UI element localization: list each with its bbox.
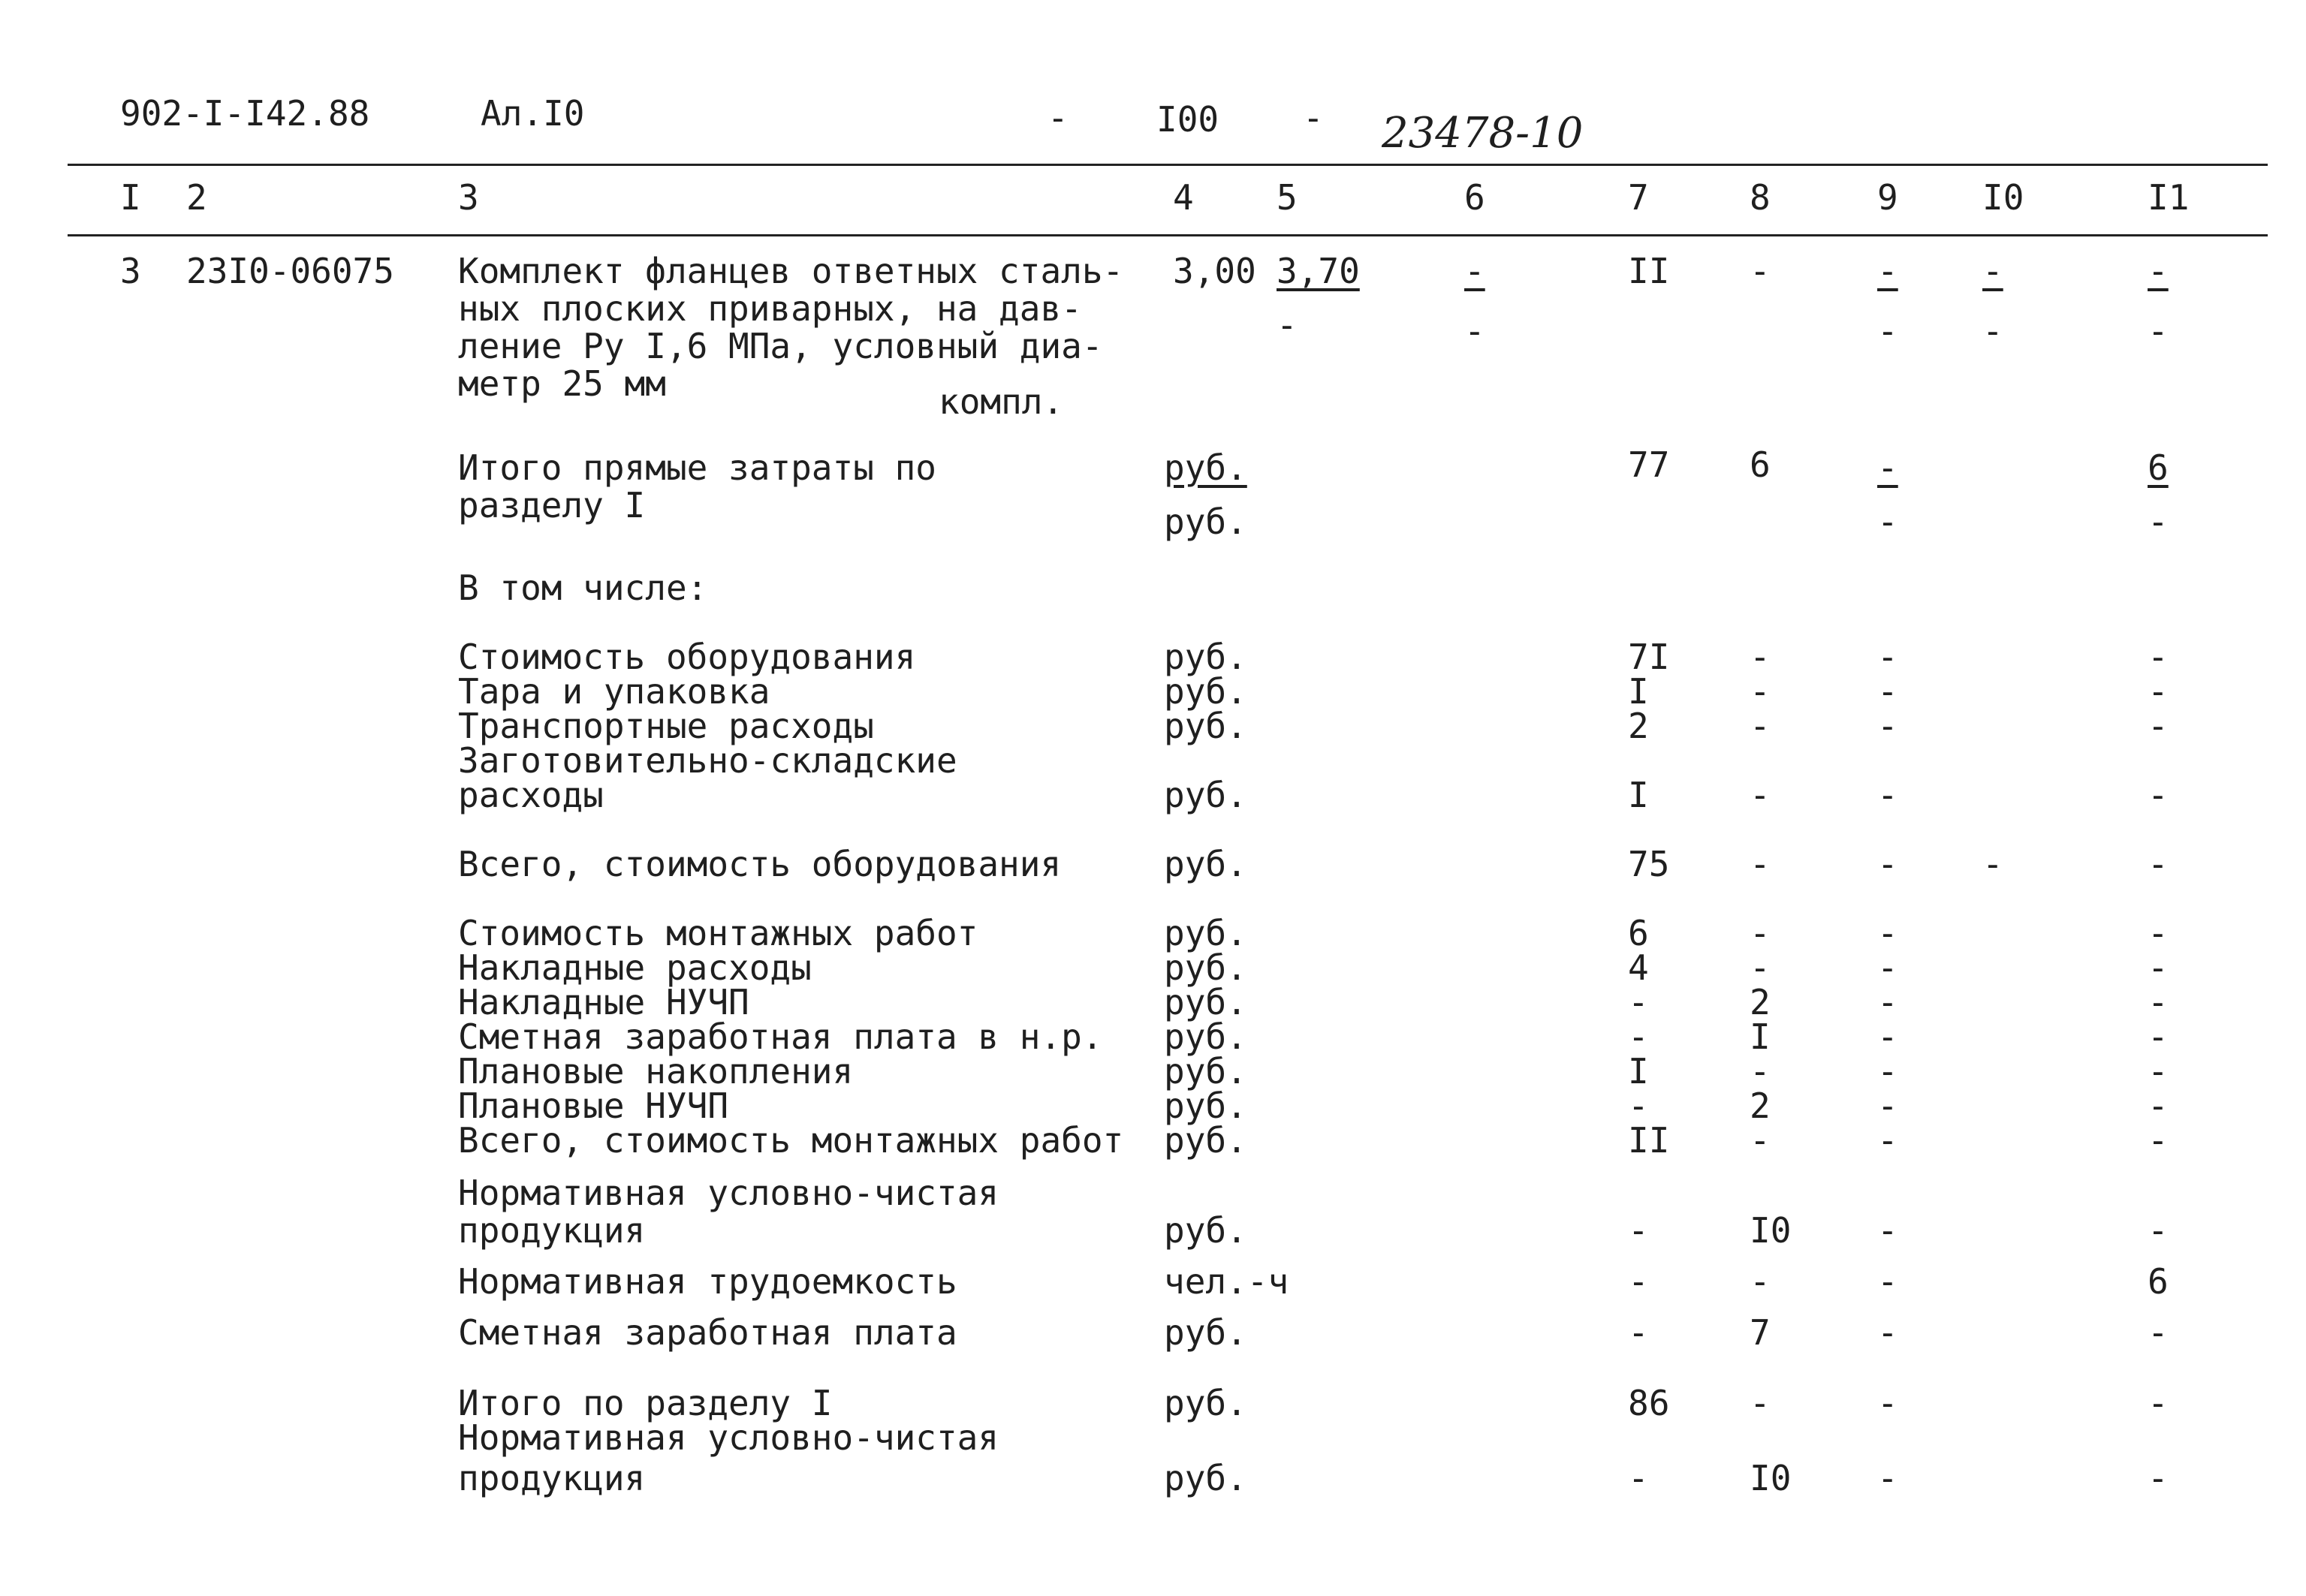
- row-c9: -: [1877, 982, 1898, 1022]
- row-c7: -: [1628, 1312, 1649, 1353]
- row-c8: -: [1750, 844, 1771, 884]
- handwritten-inventory-number: 23478-10: [1382, 109, 1584, 158]
- row-c9: -: [1877, 775, 1898, 815]
- colnum-4: 4: [1173, 177, 1194, 218]
- row-label: расходы: [458, 775, 604, 815]
- row-c8: 7: [1750, 1312, 1771, 1353]
- colnum-11: I1: [2148, 177, 2190, 218]
- direct-costs-col9-bottom: -: [1877, 501, 1898, 542]
- row-c9: -: [1877, 1016, 1898, 1057]
- including-label: В том числе:: [458, 568, 708, 608]
- item-quantity: 3,00: [1173, 251, 1256, 291]
- row-unit: руб.: [1164, 637, 1247, 677]
- colnum-2: 2: [186, 177, 207, 218]
- sheet-label: Ал.I0: [481, 93, 585, 134]
- direct-costs-col9-top: -: [1877, 447, 1898, 488]
- row-c7: 6: [1628, 913, 1649, 953]
- row-c8: -: [1750, 947, 1771, 988]
- item-col11-bottom: -: [2148, 311, 2169, 351]
- row-c8: -: [1750, 637, 1771, 677]
- direct-costs-col7: 77: [1628, 444, 1670, 485]
- row-c8: I: [1750, 1016, 1771, 1057]
- direct-costs-col11-bottom: -: [2148, 501, 2169, 542]
- header-rule: [68, 164, 2268, 166]
- row-unit: руб.: [1164, 982, 1247, 1022]
- colnum-8: 8: [1750, 177, 1771, 218]
- row-c8: I0: [1750, 1458, 1792, 1498]
- row-unit: чел.-ч: [1164, 1261, 1289, 1302]
- row-label: Нормативная трудоемкость: [458, 1261, 957, 1302]
- row-c11: -: [2148, 1312, 2169, 1353]
- row-label: Сметная заработная плата: [458, 1312, 957, 1353]
- colnum-3: 3: [458, 177, 479, 218]
- direct-costs-unit-top: руб.: [1164, 447, 1247, 488]
- row-c8: -: [1750, 775, 1771, 815]
- item-description-line: метр 25 мм: [458, 363, 666, 404]
- item-description-line: Комплект фланцев ответных сталь-: [458, 251, 1124, 291]
- row-label: Транспортные расходы: [458, 706, 874, 746]
- row-c8: 2: [1750, 1086, 1771, 1126]
- row-c8: -: [1750, 1383, 1771, 1423]
- item-col7: II: [1628, 251, 1670, 291]
- page-number: I00: [1156, 99, 1219, 140]
- row-label: Накладные НУЧП: [458, 982, 749, 1022]
- row-label: продукция: [458, 1458, 646, 1498]
- row-c11: -: [2148, 671, 2169, 712]
- row-c7: 2: [1628, 706, 1649, 746]
- item-col9-bottom: -: [1877, 311, 1898, 351]
- row-c7: I: [1628, 671, 1649, 712]
- colnum-6: 6: [1464, 177, 1485, 218]
- row-c8: I0: [1750, 1210, 1792, 1251]
- item-position: 3: [120, 251, 141, 291]
- row-unit: руб.: [1164, 1120, 1247, 1161]
- item-col6-bottom: -: [1464, 311, 1485, 351]
- row-c10: -: [1982, 844, 2003, 884]
- row-c8: -: [1750, 1261, 1771, 1302]
- row-c8: -: [1750, 706, 1771, 746]
- row-c11: -: [2148, 706, 2169, 746]
- row-c9: -: [1877, 913, 1898, 953]
- row-c11: -: [2148, 1051, 2169, 1092]
- row-label: Всего, стоимость монтажных работ: [458, 1120, 1124, 1161]
- row-unit: руб.: [1164, 775, 1247, 815]
- row-c11: -: [2148, 1458, 2169, 1498]
- row-label: Сметная заработная плата в н.р.: [458, 1016, 1103, 1057]
- row-label: продукция: [458, 1210, 646, 1251]
- row-c9: -: [1877, 1120, 1898, 1161]
- row-c9: -: [1877, 671, 1898, 712]
- row-unit: руб.: [1164, 1312, 1247, 1353]
- row-c11: -: [2148, 982, 2169, 1022]
- row-c7: -: [1628, 1210, 1649, 1251]
- row-label: Итого по разделу I: [458, 1383, 833, 1423]
- row-c8: 2: [1750, 982, 1771, 1022]
- row-unit: руб.: [1164, 947, 1247, 988]
- row-c7: I: [1628, 1051, 1649, 1092]
- row-unit: руб.: [1164, 671, 1247, 712]
- row-label: Нормативная условно-чистая: [458, 1417, 999, 1458]
- row-c7: 7I: [1628, 637, 1670, 677]
- colnum-10: I0: [1982, 177, 2024, 218]
- row-c11: -: [2148, 1120, 2169, 1161]
- page-dash-right: -: [1303, 98, 1324, 138]
- row-c9: -: [1877, 1261, 1898, 1302]
- row-c9: -: [1877, 1312, 1898, 1353]
- row-c11: -: [2148, 913, 2169, 953]
- item-col6-top: -: [1464, 251, 1485, 291]
- row-unit: руб.: [1164, 913, 1247, 953]
- page-dash-left: -: [1047, 98, 1069, 138]
- row-unit: руб.: [1164, 1458, 1247, 1498]
- row-c9: -: [1877, 844, 1898, 884]
- row-unit: руб.: [1164, 1016, 1247, 1057]
- direct-costs-label-line: Итого прямые затраты по: [458, 447, 936, 488]
- row-c8: -: [1750, 1051, 1771, 1092]
- row-c11: -: [2148, 1383, 2169, 1423]
- direct-costs-col11-top: 6: [2148, 447, 2169, 488]
- row-label: Стоимость оборудования: [458, 637, 916, 677]
- item-col5-bottom: -: [1277, 305, 1298, 345]
- column-header-rule: [68, 234, 2268, 236]
- row-c7: 4: [1628, 947, 1649, 988]
- row-unit: руб.: [1164, 1051, 1247, 1092]
- row-c9: -: [1877, 637, 1898, 677]
- row-c11: 6: [2148, 1261, 2169, 1302]
- row-c9: -: [1877, 1086, 1898, 1126]
- row-label: Нормативная условно-чистая: [458, 1173, 999, 1213]
- row-unit: руб.: [1164, 1383, 1247, 1423]
- row-c8: -: [1750, 671, 1771, 712]
- item-col11-top: -: [2148, 251, 2169, 291]
- row-c11: -: [2148, 844, 2169, 884]
- item-col10-top: -: [1982, 251, 2003, 291]
- colnum-5: 5: [1277, 177, 1298, 218]
- row-unit: руб.: [1164, 706, 1247, 746]
- row-c8: -: [1750, 913, 1771, 953]
- direct-costs-label-line: разделу I: [458, 485, 646, 525]
- row-label: Стоимость монтажных работ: [458, 913, 978, 953]
- row-c9: -: [1877, 1458, 1898, 1498]
- colnum-7: 7: [1628, 177, 1649, 218]
- item-col9-top: -: [1877, 251, 1898, 291]
- row-unit: руб.: [1164, 844, 1247, 884]
- row-c11: -: [2148, 775, 2169, 815]
- row-label: Плановые НУЧП: [458, 1086, 729, 1126]
- row-c7: -: [1628, 1016, 1649, 1057]
- row-label: Плановые накопления: [458, 1051, 854, 1092]
- colnum-9: 9: [1877, 177, 1898, 218]
- row-c8: -: [1750, 1120, 1771, 1161]
- item-col8: -: [1750, 251, 1771, 291]
- row-c7: I: [1628, 775, 1649, 815]
- colnum-1: I: [120, 177, 141, 218]
- row-c11: -: [2148, 1210, 2169, 1251]
- row-c11: -: [2148, 637, 2169, 677]
- row-c9: -: [1877, 1383, 1898, 1423]
- item-col5-top: 3,70: [1277, 251, 1360, 291]
- row-c7: 75: [1628, 844, 1670, 884]
- row-c9: -: [1877, 947, 1898, 988]
- row-c9: -: [1877, 1051, 1898, 1092]
- row-c7: -: [1628, 982, 1649, 1022]
- item-code: 23I0-06075: [186, 251, 394, 291]
- row-c7: -: [1628, 1086, 1649, 1126]
- row-c9: -: [1877, 706, 1898, 746]
- row-c11: -: [2148, 1016, 2169, 1057]
- row-unit: руб.: [1164, 1210, 1247, 1251]
- row-c7: II: [1628, 1120, 1670, 1161]
- row-label: Накладные расходы: [458, 947, 812, 988]
- row-unit: руб.: [1164, 1086, 1247, 1126]
- item-description-line: ных плоских приварных, на дав-: [458, 288, 1082, 329]
- direct-costs-unit-bottom: руб.: [1164, 501, 1247, 542]
- row-label: Тара и упаковка: [458, 671, 770, 712]
- direct-costs-col8: 6: [1750, 444, 1771, 485]
- row-c11: -: [2148, 947, 2169, 988]
- row-label: Всего, стоимость оборудования: [458, 844, 1062, 884]
- row-c11: -: [2148, 1086, 2169, 1126]
- row-c9: -: [1877, 1210, 1898, 1251]
- item-col10-bottom: -: [1982, 311, 2003, 351]
- item-unit: компл.: [939, 381, 1064, 422]
- document-code: 902-I-I42.88: [120, 93, 370, 134]
- row-c7: 86: [1628, 1383, 1670, 1423]
- row-c7: -: [1628, 1458, 1649, 1498]
- item-description-line: ление Ру I,6 МПа, условный диа-: [458, 326, 1103, 366]
- row-label: Заготовительно-складские: [458, 740, 957, 781]
- row-c7: -: [1628, 1261, 1649, 1302]
